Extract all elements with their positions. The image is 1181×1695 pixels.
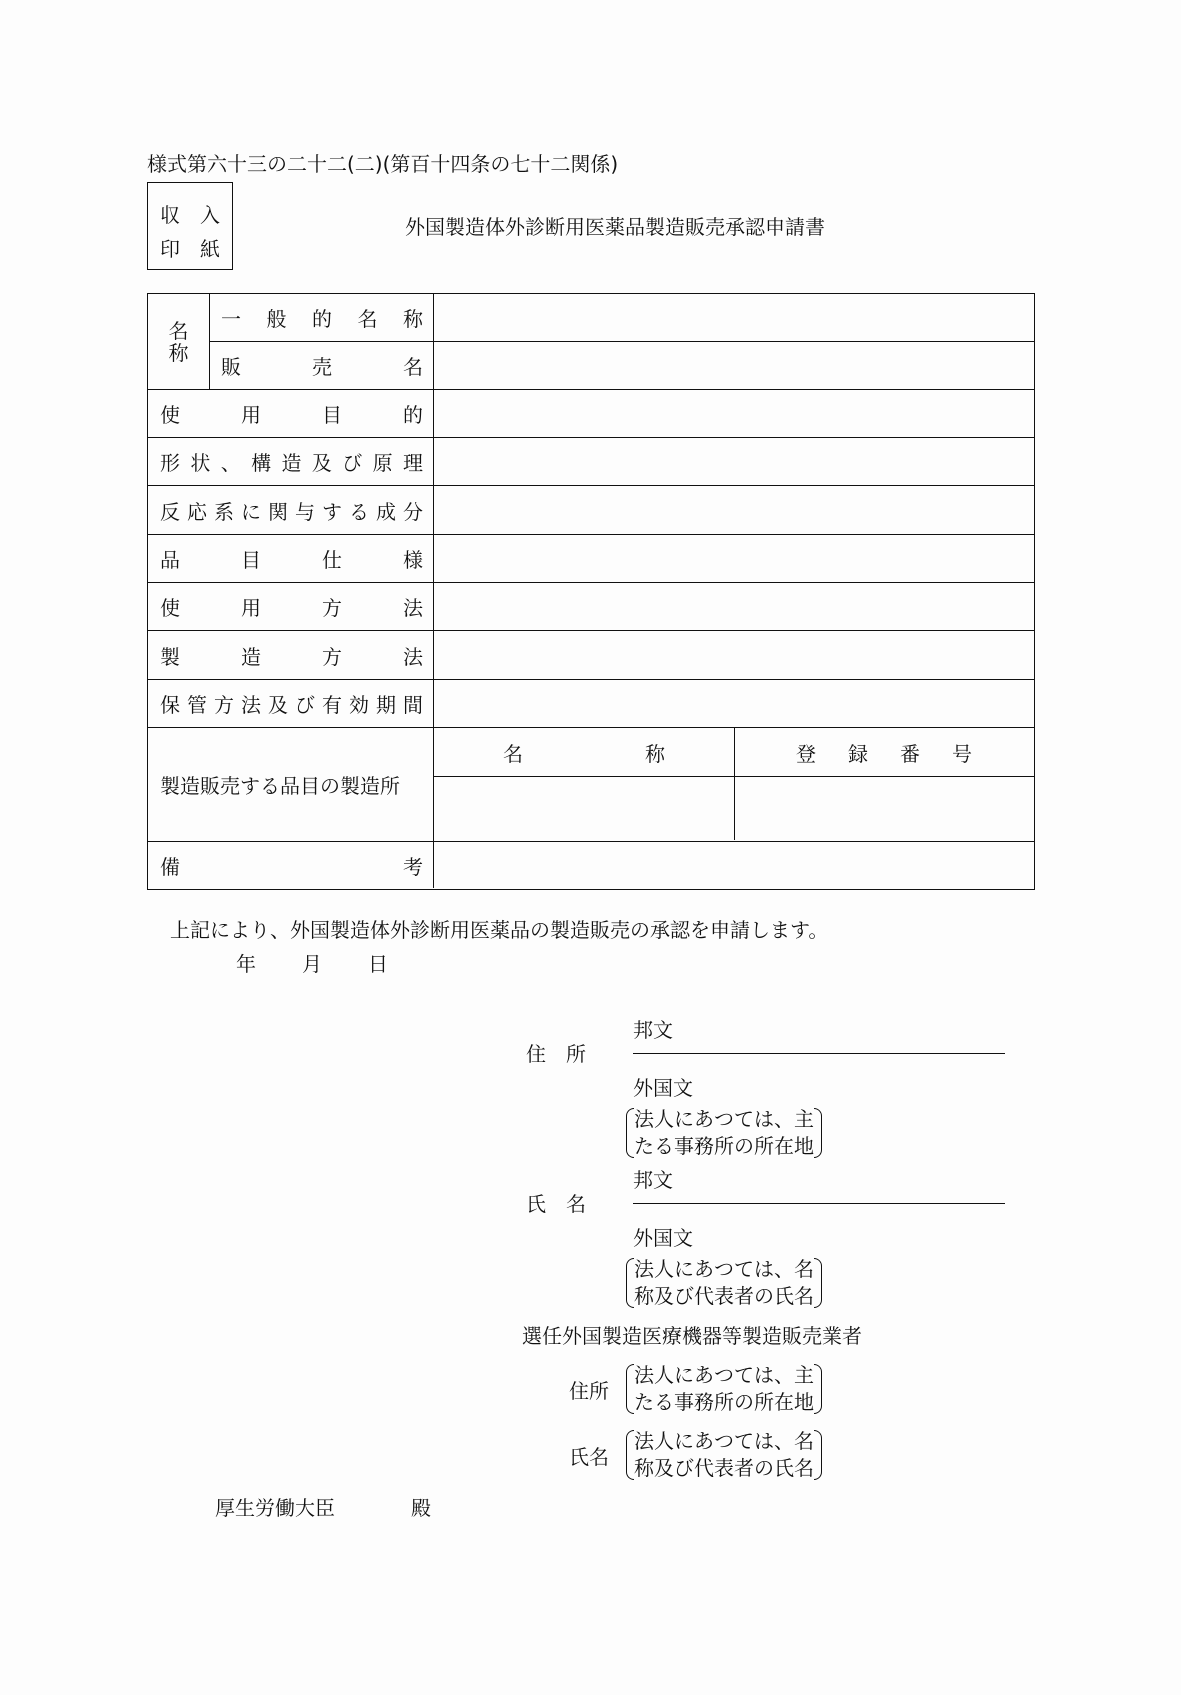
- date-day: 日: [368, 952, 388, 976]
- date-year: 年: [236, 952, 256, 976]
- address-label: 住 所: [526, 1042, 586, 1066]
- note-line: 称及び代表者の氏名: [634, 1284, 814, 1308]
- divider: [734, 728, 735, 840]
- general-name-field[interactable]: [435, 294, 1034, 341]
- label-shape-structure-principle: 形 状 、 構 造 及 び 原 理: [160, 451, 423, 475]
- label-char: 名: [168, 319, 189, 343]
- stamp-char: 入: [200, 203, 220, 227]
- note-line: 称及び代表者の氏名: [634, 1456, 814, 1480]
- note-line: 法人にあつては、主: [634, 1107, 814, 1131]
- name-japanese-label: 邦文: [633, 1168, 673, 1192]
- note-line: 法人にあつては、名: [634, 1429, 814, 1453]
- name-label: 氏 名: [526, 1192, 586, 1216]
- reaction-components-field[interactable]: [435, 486, 1034, 534]
- intended-use-field[interactable]: [435, 390, 1034, 437]
- revenue-stamp-box: [147, 182, 233, 270]
- divider: [433, 294, 434, 888]
- label-remarks: 備 考: [160, 854, 423, 879]
- agent-name-note: [626, 1428, 822, 1482]
- manufacturing-site-registration-field[interactable]: [736, 778, 1034, 840]
- label-storage-and-expiry: 保 管 方 法 及 び 有 効 期 間: [160, 693, 423, 717]
- name-group-label: [148, 294, 209, 390]
- address-japanese-label: 邦文: [633, 1018, 673, 1042]
- designated-agent-heading: 選任外国製造医療機器等製造販売業者: [522, 1324, 862, 1348]
- label-intended-use: 使 用 目 的: [160, 403, 423, 427]
- name-note: [626, 1256, 822, 1310]
- label-general-name: 一 般 的 名 称: [221, 307, 423, 331]
- note-line: たる事務所の所在地: [634, 1134, 814, 1158]
- column-header-name: 名 称: [503, 741, 665, 766]
- storage-and-expiry-field[interactable]: [435, 680, 1034, 727]
- document-title: 外国製造体外診断用医薬品製造販売承認申請書: [405, 215, 825, 239]
- divider: [433, 776, 1034, 777]
- label-manufacturing-method: 製 造 方 法: [160, 644, 423, 669]
- directions-for-use-field[interactable]: [435, 583, 1034, 630]
- addressee-honorific: 殿: [411, 1496, 431, 1520]
- shape-structure-principle-field[interactable]: [435, 438, 1034, 485]
- addressee-name: 厚生労働大臣: [215, 1496, 335, 1520]
- form-number: 様式第六十三の二十二(二)(第百十四条の七十二関係): [147, 152, 619, 176]
- note-line: たる事務所の所在地: [634, 1390, 814, 1414]
- stamp-line-1: [160, 199, 220, 228]
- label-directions-for-use: 使 用 方 法: [160, 596, 423, 620]
- name-foreign-label: 外国文: [633, 1226, 693, 1250]
- product-specification-field[interactable]: [435, 535, 1034, 582]
- note-line: 法人にあつては、主: [634, 1363, 814, 1387]
- stamp-char: 紙: [200, 237, 220, 261]
- agent-name-label: 氏名: [569, 1445, 609, 1469]
- divider: [209, 294, 210, 390]
- manufacturing-site-name-field[interactable]: [435, 778, 733, 840]
- address-note: [626, 1106, 822, 1160]
- stamp-char: 収: [160, 203, 180, 227]
- brand-name-field[interactable]: [435, 342, 1034, 389]
- label-manufacturing-site: 製造販売する品目の製造所: [160, 774, 400, 798]
- application-statement: 上記により、外国製造体外診断用医薬品の製造販売の承認を申請します。: [170, 918, 829, 942]
- column-header-registration-number: 登 録 番 号: [796, 741, 972, 766]
- address-foreign-label: 外国文: [633, 1076, 693, 1100]
- stamp-char: 印: [160, 237, 180, 261]
- remarks-field[interactable]: [435, 842, 1034, 888]
- agent-address-label: 住所: [569, 1379, 609, 1403]
- manufacturing-method-field[interactable]: [435, 631, 1034, 679]
- label-reaction-components: 反 応 系 に 関 与 す る 成 分: [160, 499, 423, 524]
- stamp-line-2: [160, 233, 220, 262]
- label-brand-name: 販 売 名: [221, 355, 423, 379]
- note-line: 法人にあつては、名: [634, 1257, 814, 1281]
- address-japanese-line[interactable]: [633, 1053, 1005, 1054]
- agent-address-note: [626, 1362, 822, 1416]
- date-month: 月: [302, 952, 322, 976]
- application-table: [147, 293, 1035, 890]
- label-product-specification: 品 目 仕 様: [160, 548, 423, 572]
- label-char: 称: [168, 341, 189, 365]
- name-japanese-line[interactable]: [633, 1203, 1005, 1204]
